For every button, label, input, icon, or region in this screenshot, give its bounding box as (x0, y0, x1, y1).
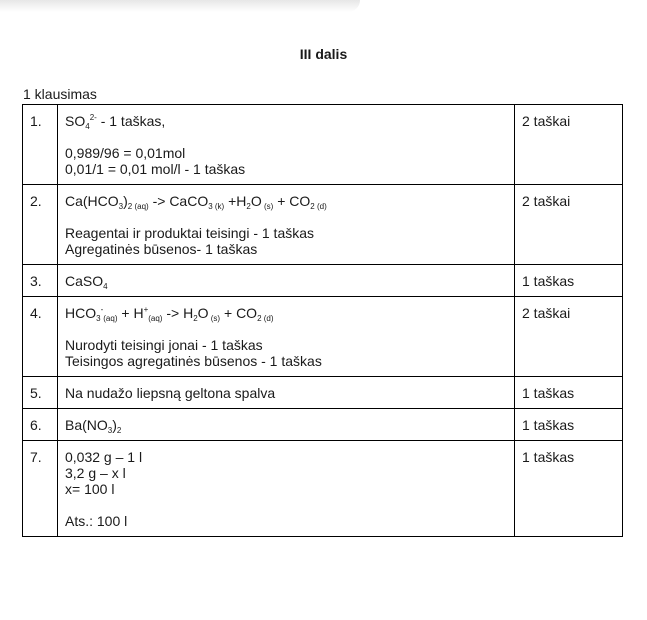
answer-cell (58, 441, 515, 537)
points-cell: 2 taškai (515, 105, 623, 185)
answer-line: 0,989/96 = 0,01mol (65, 145, 186, 161)
table-row (23, 409, 623, 441)
row-number: 7. (23, 441, 58, 537)
question-label: 1 klausimas (23, 86, 97, 102)
answer-line: Reagentai ir produktai teisingi - 1 taškas (65, 225, 315, 241)
answer-cell (58, 377, 515, 409)
page-title: III dalis (299, 46, 348, 62)
points-cell: 1 taškas (515, 441, 623, 537)
answer-line: x= 100 l (65, 481, 115, 497)
answer-cell (58, 297, 515, 377)
formula-charge: 2- (89, 113, 97, 122)
answer-line: Agregatinės būsenos- 1 taškas (65, 241, 258, 257)
points-cell: 1 taškas (515, 409, 623, 441)
formula-text: SO (65, 113, 86, 129)
table-row (23, 297, 623, 377)
table-row (23, 377, 623, 409)
points-cell: 2 taškai (515, 185, 623, 265)
answer-line: Teisingos agregatinės būsenos - 1 taškas (65, 353, 322, 369)
answer-cell (58, 409, 515, 441)
formula-line: CaSO$_4$ (65, 273, 108, 291)
points-cell: 2 taškai (515, 297, 623, 377)
top-shadow (0, 0, 360, 12)
row-number: 3. (23, 265, 58, 297)
row-number: 1. (23, 105, 58, 185)
answer-line: Nurodyti teisingi jonai - 1 taškas (65, 337, 263, 353)
answer-cell (58, 265, 515, 297)
answer-line: Ats.: 100 l (65, 513, 128, 529)
points-cell: 1 taškas (515, 265, 623, 297)
answer-line (65, 113, 507, 129)
answer-cell (58, 185, 515, 265)
equation-line: $Ca(HCO_3)_{2 (aq)}$ -> CaCO$_{3 (k)}$ $+H_2O$ $_{(s)} + CO_{2 (d)}$ (65, 193, 327, 211)
formula-line: $Ba(NO_3)_2$ (65, 417, 122, 435)
row-number: 5. (23, 377, 58, 409)
answer-line: Na nudažo liepsną geltona spalva (65, 385, 276, 401)
answer-line: 0,032 g – 1 l (65, 449, 143, 465)
points-cell: 1 taškas (515, 377, 623, 409)
table-row (23, 185, 623, 265)
row-number: 6. (23, 409, 58, 441)
table-row (23, 105, 623, 185)
answer-line: 3,2 g – x l (65, 465, 126, 481)
equation-line: $HCO_3^-_{(aq)} + H^+_{(aq)} -> H_2O$ $_{(s)} + CO_{2 (d)}$ (65, 305, 274, 323)
formula-subscript: 4 (85, 122, 90, 131)
answer-line: 0,01/1 = 0,01 mol/l - 1 taškas (65, 161, 246, 177)
table-row (23, 441, 623, 537)
row-number: 2. (23, 185, 58, 265)
row-number: 4. (23, 297, 58, 377)
answer-cell (58, 105, 515, 185)
table-row (23, 265, 623, 297)
answers-table (22, 104, 623, 537)
answer-text: - 1 taškas, (96, 113, 166, 129)
